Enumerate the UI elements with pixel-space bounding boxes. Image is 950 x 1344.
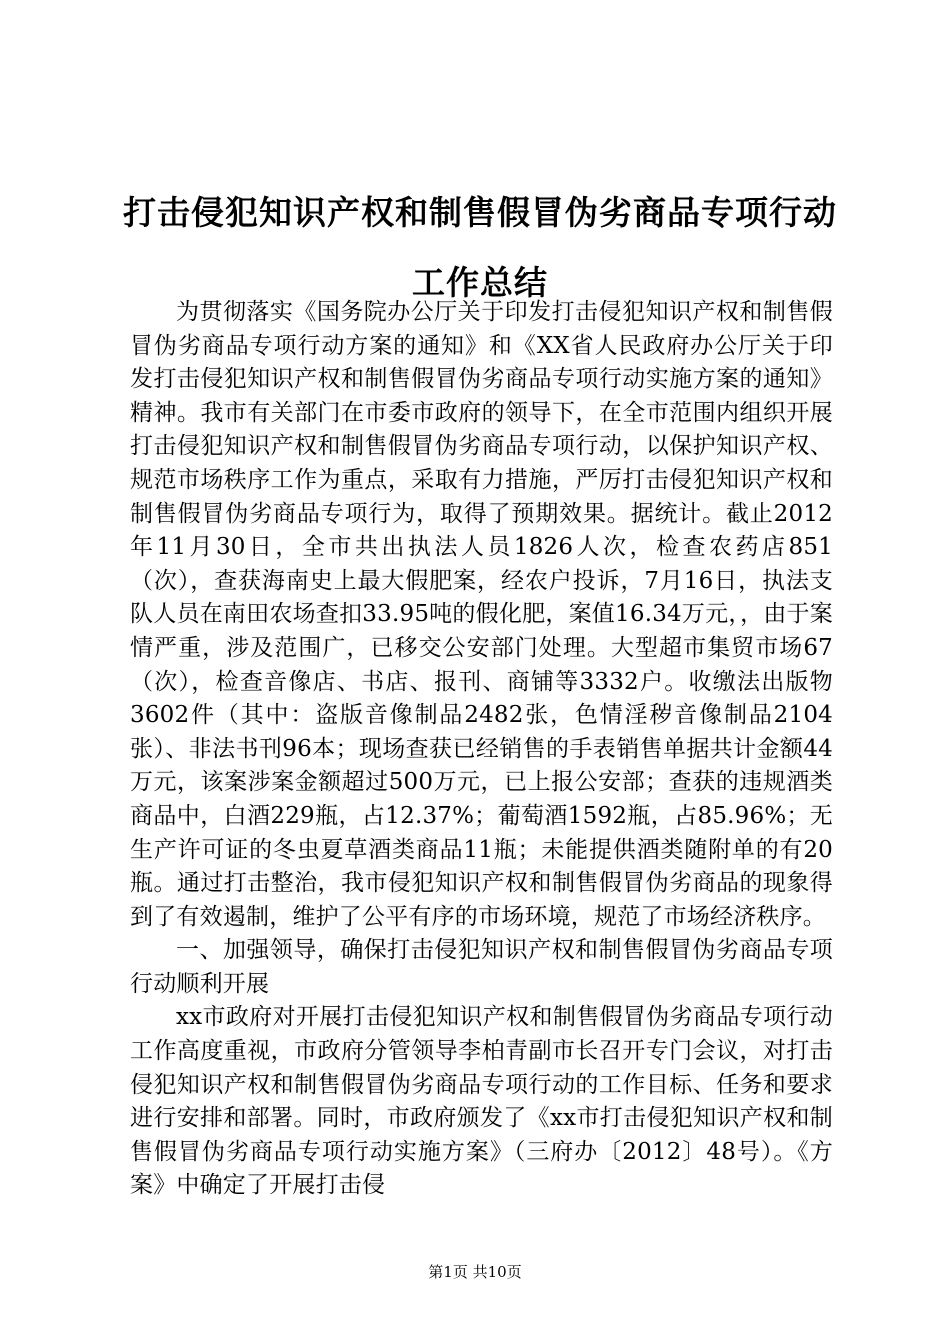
section-heading-1: 一、加强领导，确保打击侵犯知识产权和制售假冒伪劣商品专项行动顺利开展: [130, 937, 833, 997]
document-body: [130, 296, 833, 1203]
paragraph-intro: 为贯彻落实《国务院办公厅关于印发打击侵犯知识产权和制售假冒伪劣商品专项行动方案的通知》和《XX省人民政府办公厅关于印发打击侵犯知识产权和制售假冒伪劣商品专项行动实施方案的通知》精神。我市有关部门在市委市政府的领导下，在全市范围内组织开展打击侵犯知识产权和制售假冒伪劣商品专项行动，以保护知识产权、规范市场秩序工作为重点，采取有力措施，严厉打击侵犯知识产权和制售假冒伪劣商品专项行为，取得了预期效果。据统计。截止2012年11月30日，全市共出执法人员1826人次，检查农药店851（次），查获海南史上最大假肥案，经农户投诉，7月16日，执法支队人员在南田农场查扣33.95吨的假化肥，案值16.34万元，，由于案情严重，涉及范围广，已移交公安部门处理。大型超市集贸市场67（次），检查音像店、书店、报刊、商铺等3332户。收缴法出版物3602件（其中：盗版音像制品2482张，色情淫秽音像制品2104张）、非法书刊96本；现场查获已经销售的手表销售单据共计金额44万元，该案涉案金额超过500万元，已上报公安部；查获的违规酒类商品中，白酒229瓶，占12.37%；葡萄酒1592瓶，占85.96%；无生产许可证的冬虫夏草酒类商品11瓶；未能提供酒类随附单的有20瓶。通过打击整治，我市侵犯知识产权和制售假冒伪劣商品的现象得到了有效遏制，维护了公平有序的市场环境，规范了市场经济秩序。: [130, 299, 833, 930]
document-title: 打击侵犯知识产权和制售假冒伪劣商品专项行动工作总结: [123, 193, 837, 302]
page-number-footer: 第1页 共10页: [428, 1263, 522, 1281]
paragraph-section-1: xx市政府对开展打击侵犯知识产权和制售假冒伪劣商品专项行动工作高度重视，市政府分管领导李柏青副市长召开专门会议，对打击侵犯知识产权和制售假冒伪劣商品专项行动的工作目标、任务和要求进行安排和部署。同时，市政府颁发了《xx市打击侵犯知识产权和制售假冒伪劣商品专项行动实施方案》（三府办〔2012〕48号）。《方案》中确定了开展打击侵: [130, 1004, 833, 1199]
